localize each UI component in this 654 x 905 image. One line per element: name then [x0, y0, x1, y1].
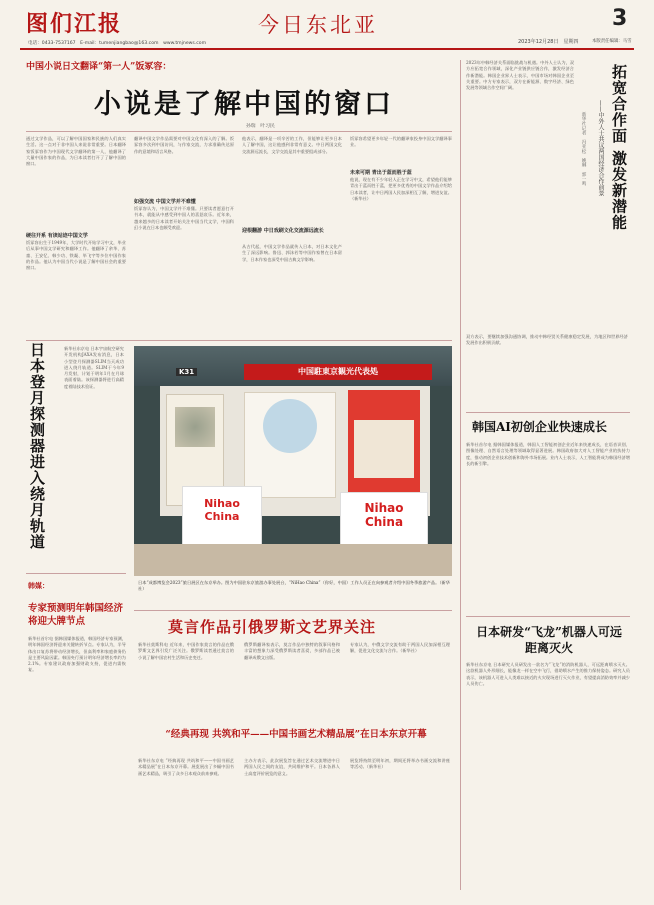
lead-subhead-1: 硬往开系 有读站迹中国文学 — [26, 233, 88, 239]
moyan-body-col1: 新华社莫斯科电 近年来，中国作家莫言的作品在俄罗斯文艺界引发广泛关注。俄罗斯读者通过莫言的小说了解中国农村生活和历史变迁。 — [138, 642, 234, 660]
masthead-info: 电话：0433-7537167 E-mail：tumenjiangbao@163.com www.tmjnews.com — [28, 41, 207, 46]
korea-economy-headline: 专家预测明年韩国经济将迎大牌节点 — [28, 603, 124, 627]
cooperation-byline: 新华社记者 冯亚松 姚琳 郭一鸣 — [581, 112, 586, 186]
moyan-headline: 莫言作品引俄罗斯文艺界关注 — [168, 618, 377, 636]
bottom-rule — [134, 610, 452, 611]
photo-caption: 日本“成都博览会2023”旅日展区在东京举办。图为中国驻东京旅游办事处展台，“NiHao China”（你好，中国）工作人员正在向参观者介绍中国冬季旅游产品。（新华社） — [138, 580, 450, 592]
lead-body-col1: 通过文学作品，可以了解中国国家和民族的人们真实生活。这一点对于非中国人来说非常重要。日本翻译家饭冢容作为中国现代文学翻译的第一人，他翻译了大量中国作家的作品，为日本读者打开了了解中国的窗口。 — [26, 136, 126, 167]
section-title: 今日东北亚 — [258, 13, 378, 37]
lead-body-col4: 饭冢容希望更多年轻一代的翻译家投身中国文学翻译事业。 — [350, 136, 452, 148]
poster-center-panda-circle — [263, 399, 317, 453]
lead-bottom-rule — [26, 340, 452, 341]
left-col-rule — [26, 573, 126, 574]
masthead-rule — [20, 48, 634, 50]
exhibit-headline: “经典再现 共筑和平——中国书画艺术精品展”在日本东京开幕 — [165, 729, 427, 740]
korea-ai-body: 新华社首尔电 据韩国媒体报道，韩国人工智能初创企业近年来快速成长，在语音识别、图像处理、自然语言处理等领域取得显著进展。韩国政府加大对人工智能产业的扶持力度，推动初创企业技术创新和海外市场拓展。业内人士表示，人工智能将成为韩国经济增长的新引擎。 — [466, 442, 630, 466]
booth-code: K31 — [176, 368, 197, 376]
right-rule-2 — [466, 616, 630, 617]
poster-left-art — [175, 407, 215, 447]
poster-center — [244, 392, 336, 498]
exhibit-body-col2: 主办方表示，此次展览旨在通过艺术交流增进中日两国人民之间的友谊，共同维护和平。日本各界人士高度评价展览的意义。 — [244, 758, 340, 776]
lead-headline: 小说是了解中国的窗口 — [94, 89, 394, 120]
japan-robot-body: 新华社东京电 日本研究人员研发出一款名为“飞龙”的消防机器人，可远距离喷水灭火。这款机器人外形细长，能像龙一样在空中飞行，借助喷水产生的推力保持姿态。研究人员表示，该机器人可进入人类难以接近的火灾现场进行灭火作业，有望提高消防效率并减少人员伤亡。 — [466, 662, 630, 686]
right-divider — [460, 60, 461, 890]
lead-subhead-4: 未来可期 青出于蓝而胜于蓝 — [350, 170, 412, 176]
right-body-mid: 双方表示，要继续加强沟通协调，推动中韩经贸关系健康稳定发展，为地区和世界经济发展作出积极贡献。 — [466, 334, 628, 346]
lead-byline: 孙瑞 叶习民 — [246, 124, 275, 129]
masthead — [0, 0, 654, 52]
lead-subhead-3: 迎根翻游 中日戏刷文化交流源远流长 — [242, 228, 324, 234]
exhibit-body-col1: 新华社东京电 “经典再现 共筑和平——中国书画艺术精品展”在日本东京开幕。展览展出了多幅中国书画艺术精品，吸引了众多日本观众前来参观。 — [138, 758, 234, 776]
lead-body-col1b: 饭冢容出生于1949年，大学时代开始学习中文，毕业后从事中国文学研究和翻译工作。他翻译了余华、苏童、王安忆、韩少功、铁凝、毕飞宇等多位中国作家的作品。他认为中国当代小说是了解中国社会的重要窗口。 — [26, 240, 126, 271]
exhibit-body-col3: 展览将持续至明年初，期间还将举办书画交流和讲座等活动。（新华社） — [350, 758, 450, 770]
lead-body-col4b: 他说，现在有不少年轻人正在学习中文，希望他们能够青出于蓝而胜于蓝，把更多优秀的中国文学作品介绍给日本读者，让中日两国人民加深相互了解，增进友谊。（新华社） — [350, 177, 452, 201]
moyan-body-col2: 俄罗斯翻译家表示，莫言作品中独特的叙事风格和丰富的想象力深受俄罗斯读者喜爱，多部作品已被翻译成俄文出版。 — [244, 642, 340, 660]
korea-ai-headline: 韩国AI初创企业快速成长 — [472, 420, 607, 434]
lead-body-col2: 翻译中国文学作品需要对中国文化有深入的了解。饭冢容多次到中国访问，与作家交流，力求准确传达原作的意境和语言风格。 — [134, 136, 234, 154]
korea-brief-kicker: 韩媒： — [28, 581, 49, 590]
page-number: 3 — [612, 6, 628, 31]
lead-body-col3b: 从古代起，中国文学作品就传入日本，对日本文化产生了深远影响。鲁迅、郭沫若等中国作家曾在日本留学，日本作家也深受中国古典文学影响。 — [242, 244, 342, 262]
moon-lander-title: 日本登月探测器进入绕月轨道 — [28, 342, 46, 550]
right-rule-1 — [466, 412, 630, 413]
nihao-logo-text-right: Nihao China — [364, 501, 404, 529]
moyan-body-col3: 专家认为，中俄文学交流有助于两国人民加深相互理解，促进文化交流与合作。（新华社） — [350, 642, 450, 654]
cooperation-title: 拓宽合作面 激发新潜能 — [610, 64, 628, 231]
lead-body-col3: 他表示，翻译是一项辛苦的工作，但能够让更多日本人了解中国，这让他感到非常有意义。中日两国文化交流源远流长，文学交流是其中重要组成部分。 — [242, 136, 342, 154]
lead-kicker: 中国小说日文翻译“第一人”饭冢容： — [26, 62, 172, 72]
page-editor: 本版责任编辑：马雪 — [592, 39, 632, 44]
lead-subhead-2: 如强交流 中国文学并不难懂 — [134, 199, 196, 205]
nihao-china-logo-right — [340, 492, 428, 550]
newspaper-logo: 图们江报 — [26, 11, 123, 37]
moon-lander-body: 新华社东京电 日本宇宙航空研究开发机构JAXA发布消息，日本小型登月探测器SLIM当天成功进入绕月轨道。SLIM于今年9月发射，计划于明年1月在月球表面着陆。该探测器将进行高精度着陆技术验证。 — [64, 346, 124, 389]
nihao-china-logo-left — [182, 486, 262, 550]
lead-rule — [26, 131, 452, 132]
cooperation-subtitle: ——中外人士共议两国经济合作前景 — [597, 100, 604, 196]
lead-body-col2b: 饭冢容认为，中国文学并不难懂。只要读者愿意打开书本，就能从中感受到中国人的喜怒哀乐。近年来，越来越多的日本读者开始关注中国当代文学，中国科幻小说在日本也颇受欢迎。 — [134, 206, 234, 230]
booth-sign: 中国駐東京観光代表処 — [244, 364, 432, 380]
poster-right-inner — [354, 420, 414, 478]
issue-date: 2023年12月28日 星期四 — [518, 39, 579, 45]
poster-right — [348, 390, 420, 494]
booth-counter — [134, 544, 452, 576]
expo-photo — [134, 346, 452, 576]
right-body-top: 2023年中韩经济关系面临挑战与机遇。中外人士认为，双方应拓宽合作领域，深化产业链供应链合作，激发经济合作新潜能。韩国企业界人士表示，中国市场对韩国企业至关重要。中方专家表示，双方在新能源、数字经济、绿色发展等领域合作空间广阔。 — [466, 60, 574, 91]
nihao-logo-text-left: Nihao China — [204, 497, 240, 523]
korea-economy-body: 新华社首尔电 据韩国媒体报道，韩国经济专家预测，明年韩国经济将迎来关键转折节点。专家认为，半导体出口复苏将带动经济增长，但高利率和家庭债务仍是主要风险因素。韩国央行预计明年经济增长率约为2.1%。专家建议政府加强财政支持，促进内需恢复。 — [28, 636, 126, 673]
japan-robot-headline: 日本研发“飞龙”机器人可远距离灭火 — [476, 625, 622, 655]
